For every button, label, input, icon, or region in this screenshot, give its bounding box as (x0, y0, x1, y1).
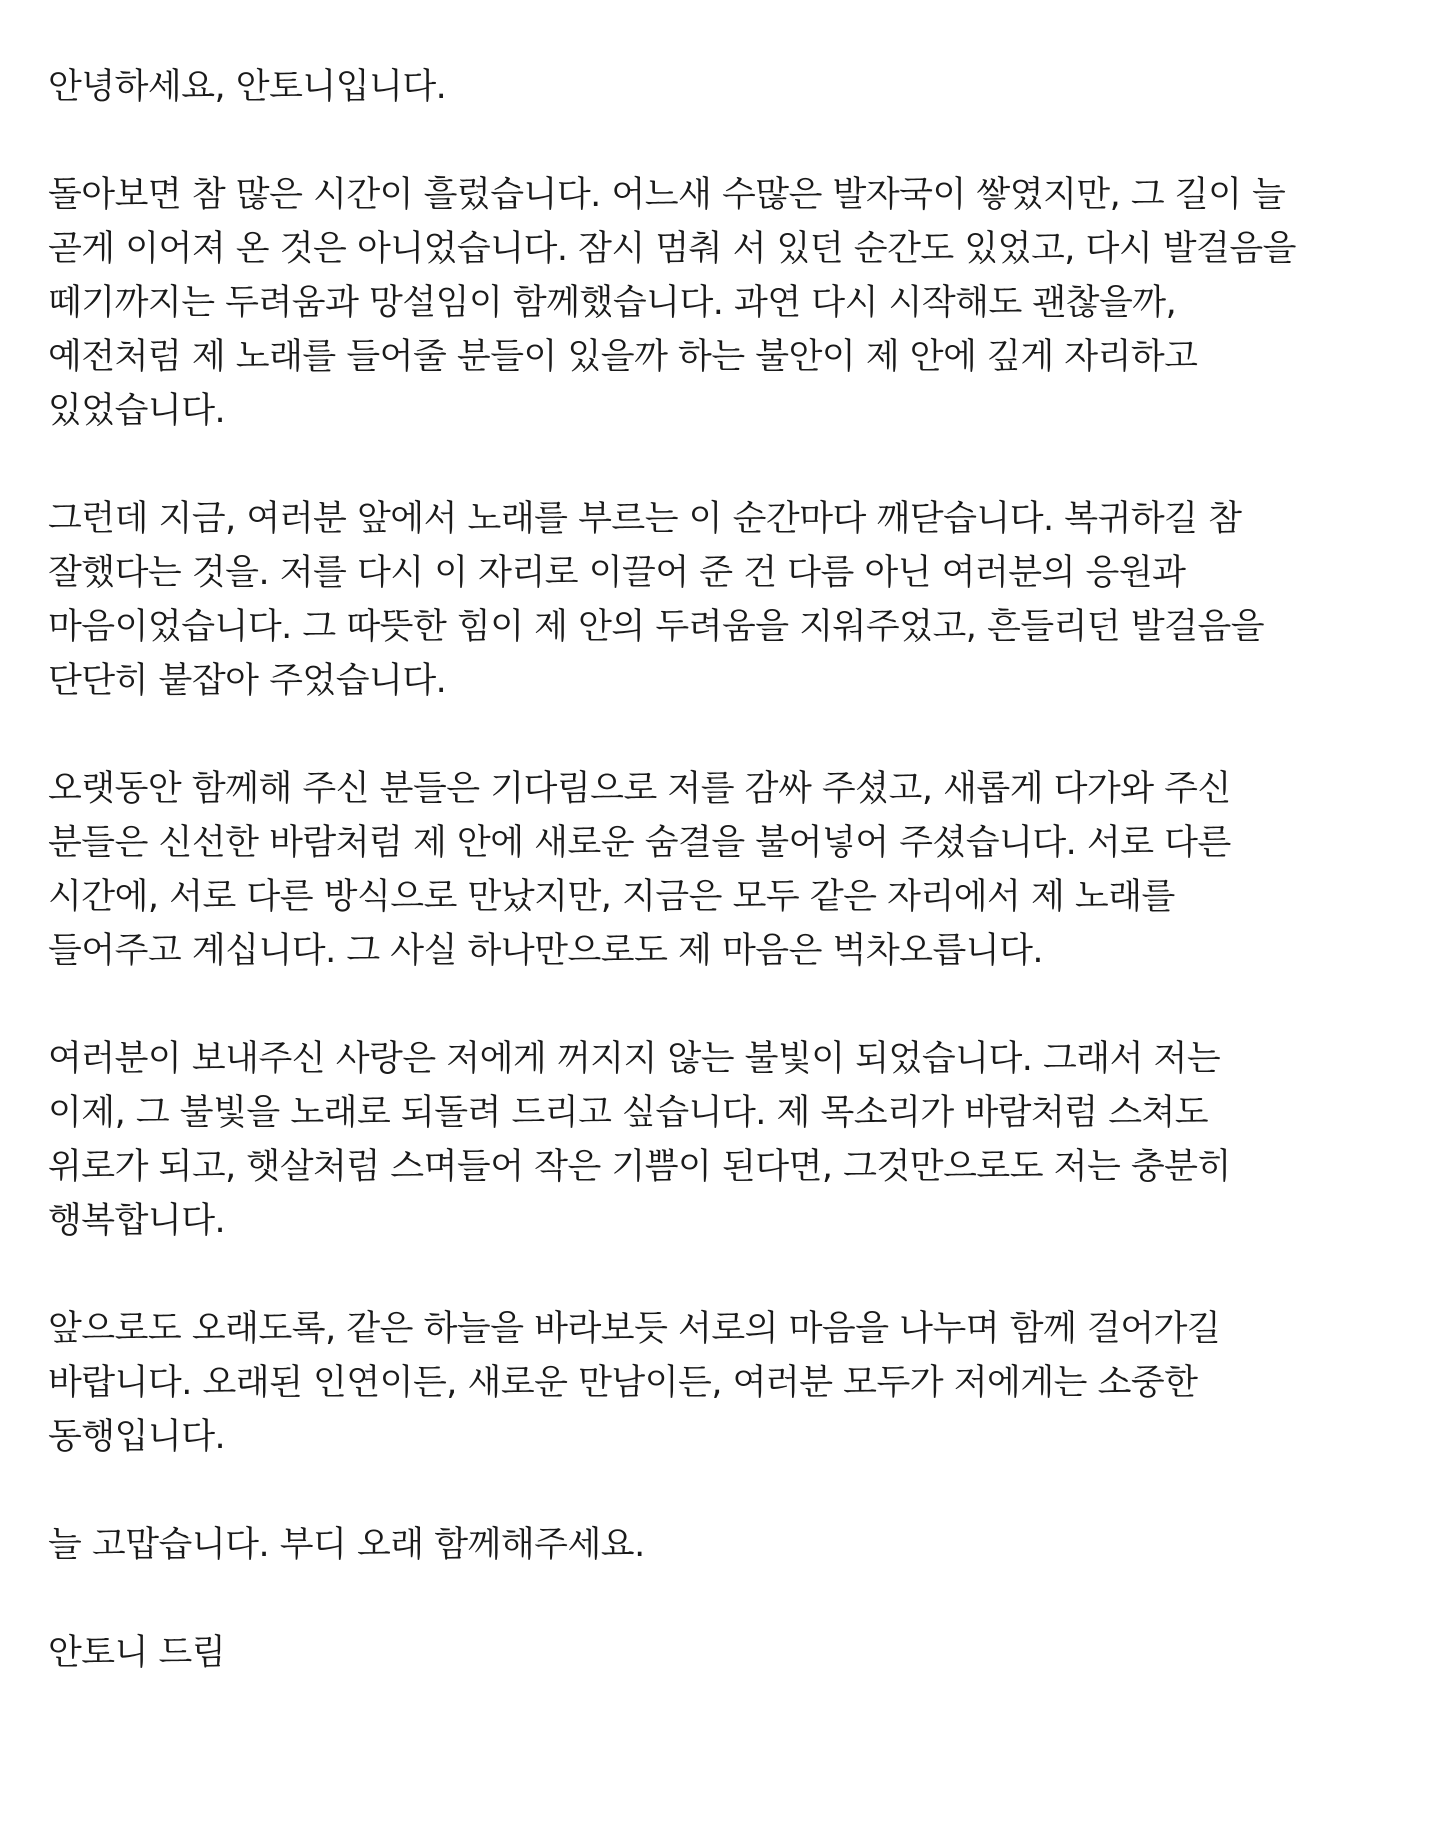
paragraph-line: 시간에, 서로 다른 방식으로 만났지만, 지금은 모두 같은 자리에서 제 노래를 (48, 877, 1175, 917)
paragraph-line: 곧게 이어져 온 것은 아니었습니다. 잠시 멈춰 서 있던 순간도 있었고, 다시 발걸음을 (48, 229, 1296, 269)
paragraph-line: 돌아보면 참 많은 시간이 흘렀습니다. 어느새 수많은 발자국이 쌓였지만, 그 길이 늘 (48, 175, 1286, 215)
paragraph-line: 앞으로도 오래도록, 같은 하늘을 바라보듯 서로의 마음을 나누며 함께 걸어가길 (48, 1309, 1221, 1349)
closing-line: 늘 고맙습니다. 부디 오래 함께해주세요. (48, 1525, 645, 1565)
paragraph-5 (48, 1302, 1388, 1464)
paragraph-4 (48, 1032, 1388, 1248)
greeting-line: 안녕하세요, 안토니입니다. (48, 67, 447, 107)
paragraph-line: 예전처럼 제 노래를 들어줄 분들이 있을까 하는 불안이 제 안에 깊게 자리하고 (48, 337, 1198, 377)
letter-body (48, 60, 1388, 1734)
greeting (48, 60, 1388, 114)
paragraph-line: 분들은 신선한 바람처럼 제 안에 새로운 숨결을 불어넣어 주셨습니다. 서로 다른 (48, 823, 1231, 863)
signature (48, 1626, 1388, 1680)
paragraph-line: 행복합니다. (48, 1201, 226, 1241)
paragraph-line: 동행입니다. (48, 1417, 226, 1457)
paragraph-1 (48, 168, 1388, 438)
paragraph-line: 잘했다는 것을. 저를 다시 이 자리로 이끌어 준 건 다름 아닌 여러분의 응원과 (48, 553, 1186, 593)
closing (48, 1518, 1388, 1572)
paragraph-line: 이제, 그 불빛을 노래로 되돌려 드리고 싶습니다. 제 목소리가 바람처럼 스쳐도 (48, 1093, 1209, 1133)
paragraph-line: 있었습니다. (48, 391, 226, 431)
paragraph-line: 떼기까지는 두려움과 망설임이 함께했습니다. 과연 다시 시작해도 괜찮을까, (48, 283, 1177, 323)
paragraph-3 (48, 762, 1388, 978)
paragraph-line: 단단히 붙잡아 주었습니다. (48, 661, 447, 701)
paragraph-2 (48, 492, 1388, 708)
paragraph-line: 그런데 지금, 여러분 앞에서 노래를 부르는 이 순간마다 깨닫습니다. 복귀하길 참 (48, 499, 1242, 539)
paragraph-line: 바랍니다. 오래된 인연이든, 새로운 만남이든, 여러분 모두가 저에게는 소중한 (48, 1363, 1198, 1403)
paragraph-line: 마음이었습니다. 그 따뜻한 힘이 제 안의 두려움을 지워주었고, 흔들리던 발걸음을 (48, 607, 1265, 647)
paragraph-line: 여러분이 보내주신 사랑은 저에게 꺼지지 않는 불빛이 되었습니다. 그래서 저는 (48, 1039, 1221, 1079)
signature-line: 안토니 드림 (48, 1633, 226, 1673)
paragraph-line: 위로가 되고, 햇살처럼 스며들어 작은 기쁨이 된다면, 그것만으로도 저는 충분히 (48, 1147, 1231, 1187)
paragraph-line: 오랫동안 함께해 주신 분들은 기다림으로 저를 감싸 주셨고, 새롭게 다가와 주신 (48, 769, 1231, 809)
paragraph-line: 들어주고 계십니다. 그 사실 하나만으로도 제 마음은 벅차오릅니다. (48, 931, 1044, 971)
